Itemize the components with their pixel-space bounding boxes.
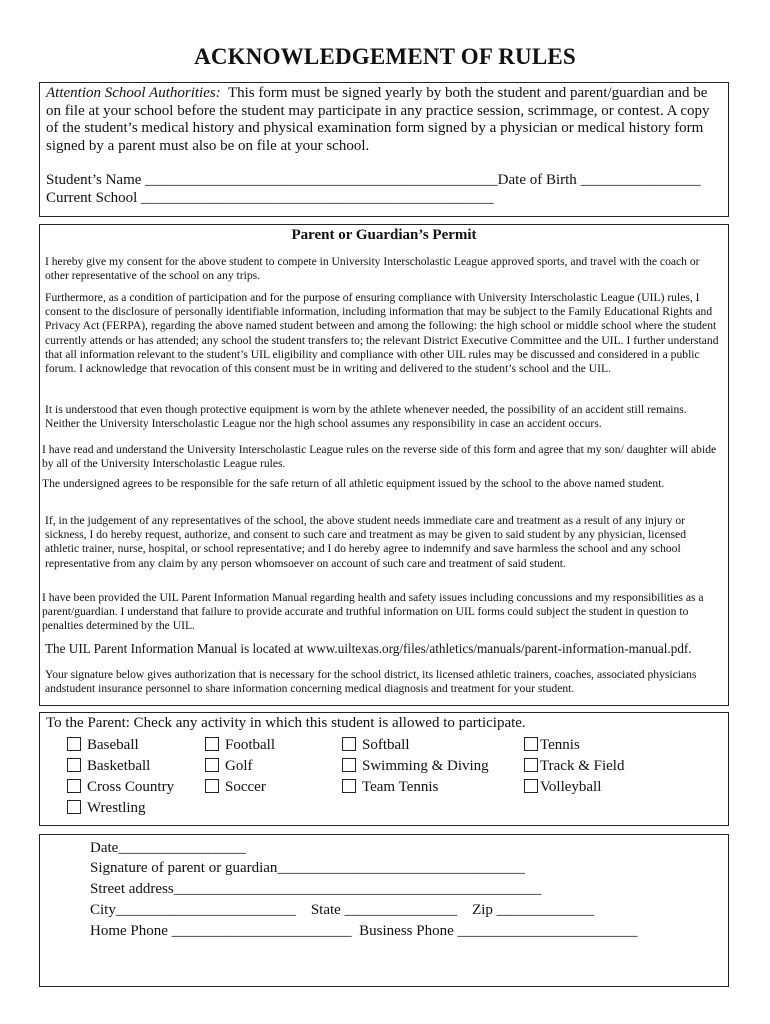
city-field[interactable]: City________________________ (90, 902, 296, 918)
phone-row (90, 923, 638, 940)
date-field[interactable]: Date_________________ (90, 840, 246, 856)
state-field[interactable]: State _______________ (310, 902, 458, 918)
current-school-label: Current School (46, 190, 138, 206)
business-phone-field[interactable]: Business Phone ________________________ (359, 923, 638, 939)
permit-paragraph-manual: I have been provided the UIL Parent Information Manual regarding health and safety issues including concussions and my responsibilities as a parent/guardian. I understand that failure to provide accurate and truthful information on UIL forms could subject the student in question to penalties determined by the UIL. (42, 591, 704, 633)
current-school-field[interactable]: _______________________________________________ (141, 190, 494, 206)
student-name-field[interactable]: _______________________________________________ (145, 172, 498, 188)
checkbox-icon[interactable] (342, 737, 356, 751)
attention-text (46, 85, 722, 155)
street-address-field[interactable]: Street address_________________________________________________ (90, 881, 542, 897)
checkbox-icon[interactable] (67, 800, 81, 814)
checkbox-icon[interactable] (524, 758, 538, 772)
checkbox-icon[interactable] (205, 737, 219, 751)
activity-track-field[interactable]: Track & Field (524, 757, 624, 776)
activity-cross-country[interactable]: Cross Country (67, 778, 174, 797)
permit-box (39, 224, 729, 706)
page-title: ACKNOWLEDGEMENT OF RULES (194, 44, 576, 69)
checkbox-icon[interactable] (524, 737, 538, 751)
dob-field[interactable]: ________________ (580, 172, 701, 188)
student-name-row (46, 172, 701, 189)
activity-baseball[interactable]: Baseball (67, 736, 139, 755)
activity-football[interactable]: Football (205, 736, 275, 755)
home-phone-field[interactable]: Home Phone ________________________ (90, 923, 352, 939)
checkbox-icon[interactable] (205, 758, 219, 772)
activity-swimming-diving[interactable]: Swimming & Diving (342, 757, 489, 776)
permit-paragraph-rules: I have read and understand the University Interscholastic League rules on the reverse side of this form and agree that my son/ daughter will abide by all of the University Interscholastic League rules. (42, 443, 717, 471)
permit-paragraph-authorization: Your signature below gives authorization that is necessary for the school district, its licensed athletic trainers, coaches, associated physicians andstudent insurance personnel to share information concerning medical diagnosis and treatment for your student. (45, 668, 697, 696)
permit-paragraph-consent: I hereby give my consent for the above student to compete in University Interscholastic League approved sports, and travel with the coach or other representative of the school on any trips. (45, 255, 700, 283)
permit-paragraph-equipment: It is understood that even though protective equipment is worn by the athlete whenever needed, the possibility of an accident still remains. Neither the University Interscholastic League nor the high school assumes any responsibility in case an accident occurs. (45, 403, 687, 431)
permit-title: Parent or Guardian’s Permit (291, 227, 477, 243)
permit-paragraph-treatment: If, in the judgement of any representatives of the school, the above student needs immediate care and treatment as a result of any injury or sickness, I do hereby request, authorize, and consent to such care and treatment as may be given to said student by any physician, licensed athletic trainer, nurse, hospital, or school representative; and I do hereby agree to indemnify and save harmless the school and any school representative from any claim by any person whomsoever on account of such care and treatment of said student. (45, 514, 687, 570)
checkbox-icon[interactable] (67, 737, 81, 751)
dob-label: Date of Birth (497, 172, 577, 188)
activity-golf[interactable]: Golf (205, 757, 253, 776)
activity-basketball[interactable]: Basketball (67, 757, 150, 776)
checkbox-icon[interactable] (67, 758, 81, 772)
attention-label: Attention School Authorities: (46, 85, 221, 101)
permit-paragraph-manual-url: The UIL Parent Information Manual is located at www.uiltexas.org/files/athletics/manuals/parent-information-manual.pdf. (45, 641, 692, 656)
permit-paragraph-return: The undersigned agrees to be responsible for the safe return of all athletic equipment issued by the school to the above named student. (42, 477, 665, 490)
checkbox-icon[interactable] (342, 779, 356, 793)
activity-softball[interactable]: Softball (342, 736, 410, 755)
guardian-signature-field[interactable]: Signature of parent or guardian_________________________________ (90, 860, 525, 876)
activity-team-tennis[interactable]: Team Tennis (342, 778, 438, 797)
zip-field[interactable]: Zip _____________ (472, 902, 595, 918)
current-school-row (46, 190, 494, 207)
checkbox-icon[interactable] (67, 779, 81, 793)
activity-tennis[interactable]: Tennis (524, 736, 580, 755)
student-name-label: Student’s Name (46, 172, 142, 188)
checkbox-icon[interactable] (524, 779, 538, 793)
activities-heading: To the Parent: Check any activity in which this student is allowed to participate. (46, 715, 526, 731)
city-state-zip-row (90, 902, 594, 919)
signature-box (39, 834, 729, 987)
checkbox-icon[interactable] (342, 758, 356, 772)
activity-wrestling[interactable]: Wrestling (67, 799, 146, 818)
activity-soccer[interactable]: Soccer (205, 778, 266, 797)
activity-volleyball[interactable]: Volleyball (524, 778, 601, 797)
permit-paragraph-ferpa: Furthermore, as a condition of participation and for the purpose of ensuring compliance with University Interscholastic League (UIL) rules, I consent to the disclosure of personally identifiable information, including information that may be subject to the Family Educational Rights and Privacy Act (FERPA), regarding the above named student between and among the following: the high school or middle school where the student currently attends or has attended; any school the student transfers to; the relevant District Executive Committee and the UIL. I further understand that all information relevant to the student’s UIL eligibility and compliance with other UIL rules may be discussed and considered in a public forum. I acknowledge that revocation of this consent must be in writing and delivered to the student’s school and the UIL. (45, 291, 719, 376)
attention-body: This form must be signed yearly by both the student and parent/guardian and be on file at your school before the student may participate in any practice session, scrimmage, or contest. A copy of the student’s medical history and physical examination form signed by a physician or medical history form signed by a parent must also be on file at your school. (46, 85, 710, 154)
checkbox-icon[interactable] (205, 779, 219, 793)
attention-box (39, 82, 729, 217)
activities-box (39, 712, 729, 826)
